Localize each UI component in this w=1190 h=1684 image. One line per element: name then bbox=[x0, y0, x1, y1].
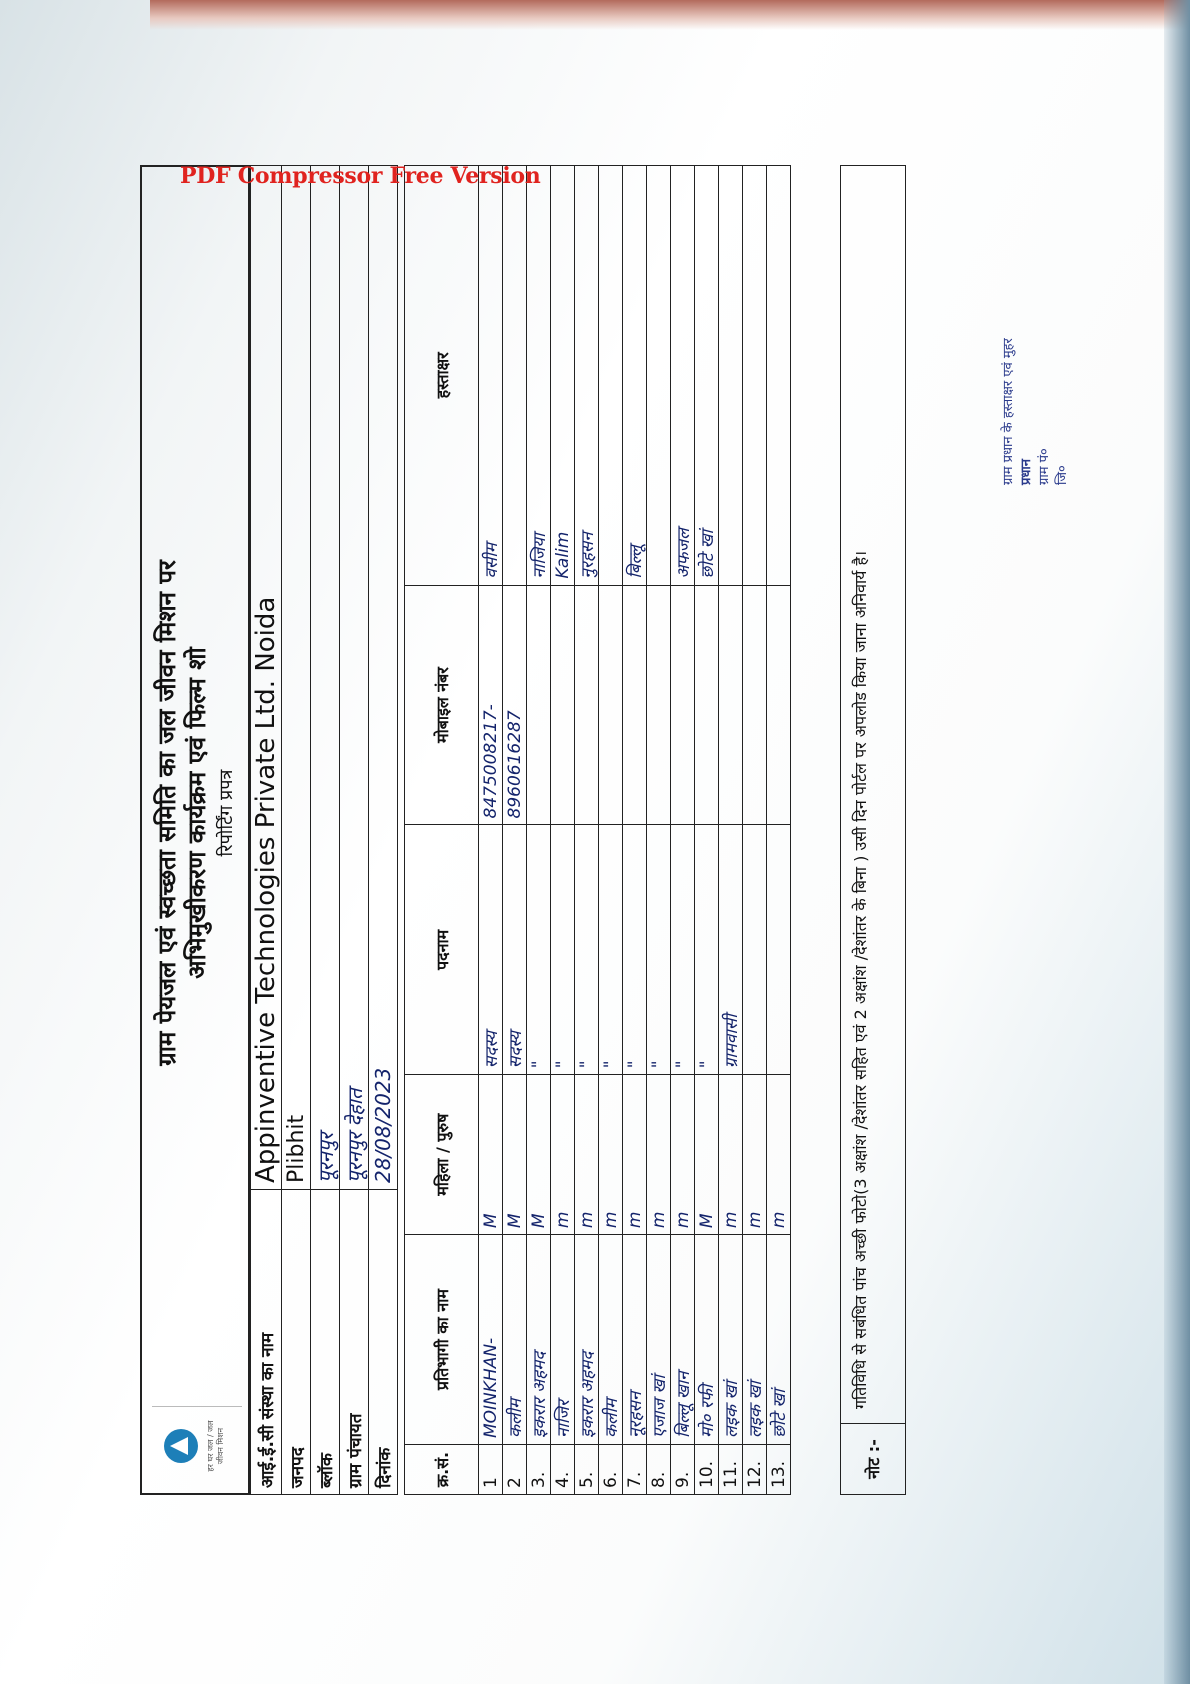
pradhan-stamp bbox=[1000, 245, 1070, 495]
stamp-line-2: प्रधान bbox=[1019, 459, 1034, 485]
cell-serial: 13. bbox=[767, 1445, 791, 1495]
cell-signature: नाजिया bbox=[527, 166, 551, 586]
cell-serial: 10. bbox=[695, 1445, 719, 1495]
table-row bbox=[599, 166, 623, 1495]
cell-signature bbox=[743, 166, 767, 586]
water-drop-icon bbox=[164, 1429, 198, 1463]
date-label: दिनांक bbox=[369, 1190, 398, 1495]
logo-caption: हर घर जल / जल जीवन मिशन bbox=[206, 1420, 225, 1472]
cell-serial: 5. bbox=[575, 1445, 599, 1495]
stamp-text bbox=[1000, 245, 1072, 485]
cell-name: MOINKHAN- bbox=[479, 1235, 503, 1445]
cell-designation: " bbox=[527, 825, 551, 1075]
cell-signature bbox=[647, 166, 671, 586]
district-value: Plibhit bbox=[282, 166, 311, 1190]
participants-header-row bbox=[405, 166, 479, 1495]
cell-name: छोटे खां bbox=[767, 1235, 791, 1445]
info-row-gp bbox=[340, 166, 369, 1495]
page-top-shadow bbox=[150, 0, 1190, 30]
table-row bbox=[767, 166, 791, 1495]
cell-serial: 2 bbox=[503, 1445, 527, 1495]
watermark-text: PDF Compressor Free Version bbox=[180, 163, 541, 189]
cell-mobile bbox=[767, 585, 791, 825]
table-row bbox=[503, 166, 527, 1495]
cell-designation: सदस्य bbox=[503, 825, 527, 1075]
cell-name: कलीम bbox=[503, 1235, 527, 1445]
cell-signature: बिल्लू bbox=[623, 166, 647, 586]
cell-designation: " bbox=[647, 825, 671, 1075]
cell-designation: ग्रामवासी bbox=[719, 825, 743, 1075]
cell-name: इकरार अहमद bbox=[575, 1235, 599, 1445]
cell-designation bbox=[743, 825, 767, 1075]
cell-gender: M bbox=[527, 1075, 551, 1235]
cell-signature: छोटे खां bbox=[695, 166, 719, 586]
table-row bbox=[719, 166, 743, 1495]
cell-gender: m bbox=[623, 1075, 647, 1235]
table-row bbox=[623, 166, 647, 1495]
gp-label: ग्राम पंचायत bbox=[340, 1190, 369, 1495]
col-signature: हस्ताक्षर bbox=[405, 166, 479, 586]
note-text: गतिविधि से सबंधित पांच अच्छी फोटो(3 अक्षांश /देशांतर सहित एवं 2 अक्षांश /देशांतर के बिना ) उसी दिन पोर्टल पर अपलोड किया जाना अनिवार्य है। bbox=[851, 550, 870, 1409]
stamp-line-3: ग्राम पं० bbox=[1037, 448, 1052, 485]
form-title bbox=[152, 263, 242, 1363]
cell-mobile bbox=[599, 585, 623, 825]
participants-table bbox=[404, 165, 791, 1495]
cell-serial: 11. bbox=[719, 1445, 743, 1495]
cell-gender: M bbox=[503, 1075, 527, 1235]
info-table bbox=[250, 165, 398, 1495]
info-row-org bbox=[251, 166, 282, 1495]
cell-gender: m bbox=[575, 1075, 599, 1235]
table-row bbox=[479, 166, 503, 1495]
cell-designation: " bbox=[695, 825, 719, 1075]
page-right-edge bbox=[1164, 0, 1190, 1684]
note-box bbox=[840, 165, 906, 1495]
cell-designation: " bbox=[551, 825, 575, 1075]
cell-signature bbox=[719, 166, 743, 586]
info-row-block bbox=[311, 166, 340, 1495]
cell-serial: 7. bbox=[623, 1445, 647, 1495]
cell-name: एजाज खां bbox=[647, 1235, 671, 1445]
cell-gender: m bbox=[671, 1075, 695, 1235]
cell-mobile bbox=[623, 585, 647, 825]
col-mobile: मोबाइल नंबर bbox=[405, 585, 479, 825]
block-label: ब्लॉक bbox=[311, 1190, 340, 1495]
table-row bbox=[551, 166, 575, 1495]
cell-signature bbox=[767, 166, 791, 586]
title-line-1: ग्राम पेयजल एवं स्वच्छता समिति का जल जीवन मिशन पर bbox=[153, 560, 181, 1066]
cell-designation: " bbox=[623, 825, 647, 1075]
cell-signature bbox=[599, 166, 623, 586]
cell-mobile bbox=[527, 585, 551, 825]
cell-serial: 1 bbox=[479, 1445, 503, 1495]
date-value: 28/08/2023 bbox=[369, 166, 398, 1190]
cell-mobile bbox=[551, 585, 575, 825]
form-header bbox=[140, 165, 250, 1495]
district-label: जनपद bbox=[282, 1190, 311, 1495]
cell-serial: 4. bbox=[551, 1445, 575, 1495]
cell-name: लइक खां bbox=[743, 1235, 767, 1445]
cell-serial: 8. bbox=[647, 1445, 671, 1495]
cell-serial: 6. bbox=[599, 1445, 623, 1495]
info-row-date bbox=[369, 166, 398, 1495]
cell-gender: m bbox=[551, 1075, 575, 1235]
block-value: पूरनपुर bbox=[311, 166, 340, 1190]
cell-name: लइक खां bbox=[719, 1235, 743, 1445]
col-serial: क्र.सं. bbox=[405, 1445, 479, 1495]
col-gender: महिला / पुरुष bbox=[405, 1075, 479, 1235]
cell-gender: m bbox=[719, 1075, 743, 1235]
cell-serial: 9. bbox=[671, 1445, 695, 1495]
table-row bbox=[527, 166, 551, 1495]
cell-mobile bbox=[575, 585, 599, 825]
cell-serial: 12. bbox=[743, 1445, 767, 1495]
note-label: नोट :- bbox=[841, 1423, 905, 1494]
cell-mobile: 8475008217- bbox=[479, 585, 503, 825]
info-row-district bbox=[282, 166, 311, 1495]
cell-mobile bbox=[671, 585, 695, 825]
rotated-form bbox=[140, 165, 910, 1495]
col-designation: पदनाम bbox=[405, 825, 479, 1075]
cell-designation: " bbox=[671, 825, 695, 1075]
cell-gender: m bbox=[767, 1075, 791, 1235]
cell-gender: M bbox=[695, 1075, 719, 1235]
cell-name: कलीम bbox=[599, 1235, 623, 1445]
cell-designation: सदस्य bbox=[479, 825, 503, 1075]
org-label: आई.ई.सी संस्था का नाम bbox=[251, 1190, 282, 1495]
col-name: प्रतिभागी का नाम bbox=[405, 1235, 479, 1445]
title-line-2: अभिमुखीकरण कार्यक्रम एवं फिल्म शो bbox=[183, 647, 211, 979]
cell-designation: " bbox=[599, 825, 623, 1075]
table-row bbox=[695, 166, 719, 1495]
cell-mobile bbox=[695, 585, 719, 825]
table-row bbox=[671, 166, 695, 1495]
cell-mobile bbox=[719, 585, 743, 825]
cell-signature: नुरहसन bbox=[575, 166, 599, 586]
gp-value: पूरनपुर देहात bbox=[340, 166, 369, 1190]
cell-signature: वसीम bbox=[479, 166, 503, 586]
cell-designation: " bbox=[575, 825, 599, 1075]
stamp-line-1: ग्राम प्रधान के हस्ताक्षर एवं मुहर bbox=[1001, 338, 1016, 485]
cell-name: नूरहसन bbox=[623, 1235, 647, 1445]
cell-mobile bbox=[743, 585, 767, 825]
cell-gender: M bbox=[479, 1075, 503, 1235]
cell-gender: m bbox=[599, 1075, 623, 1235]
cell-gender: m bbox=[647, 1075, 671, 1235]
table-row bbox=[743, 166, 767, 1495]
cell-name: मो० रफी bbox=[695, 1235, 719, 1445]
cell-name: इकरार अहमद bbox=[527, 1235, 551, 1445]
cell-signature: अफजल bbox=[671, 166, 695, 586]
jjm-logo bbox=[152, 1406, 242, 1485]
org-value: Appinventive Technologies Private Ltd. Noida bbox=[251, 166, 282, 1190]
cell-mobile bbox=[647, 585, 671, 825]
cell-gender: m bbox=[743, 1075, 767, 1235]
title-line-3: रिपोर्टिंग प्रपत्र bbox=[216, 769, 237, 857]
table-row bbox=[647, 166, 671, 1495]
table-row bbox=[575, 166, 599, 1495]
cell-signature bbox=[503, 166, 527, 586]
cell-signature: Kalim bbox=[551, 166, 575, 586]
cell-name: नाजिर bbox=[551, 1235, 575, 1445]
cell-designation bbox=[767, 825, 791, 1075]
cell-mobile: 8960616287 bbox=[503, 585, 527, 825]
stamp-line-4: जि० bbox=[1055, 465, 1070, 485]
cell-name: बिल्लू खान bbox=[671, 1235, 695, 1445]
cell-serial: 3. bbox=[527, 1445, 551, 1495]
